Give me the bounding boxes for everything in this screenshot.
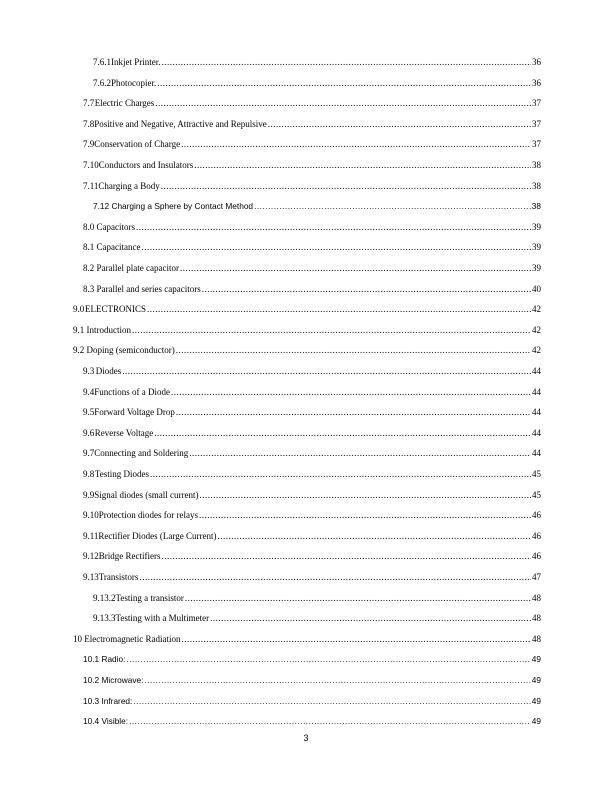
- toc-entry-title: 8.1 Capacitance: [83, 242, 141, 253]
- toc-entry[interactable]: [0, 343, 612, 357]
- toc-entry-title: Diodes: [95, 366, 122, 376]
- toc-entry[interactable]: [0, 137, 612, 151]
- toc-entry[interactable]: [0, 240, 612, 254]
- toc-entry-title: Conservation of Charge: [94, 139, 181, 150]
- toc-entry-number: 9.6: [83, 427, 95, 438]
- dot-leader: [154, 426, 531, 440]
- dot-leader: [180, 261, 531, 275]
- toc-entry[interactable]: [0, 199, 612, 213]
- toc-entry-page: 44: [532, 407, 541, 418]
- toc-entry[interactable]: [0, 55, 612, 69]
- toc-entry-page: 39: [532, 263, 541, 273]
- toc-entry-page: 37: [532, 139, 541, 150]
- toc-entry-title: Testing a transistor: [115, 592, 184, 603]
- toc-entry[interactable]: [0, 385, 612, 399]
- toc-entry[interactable]: [0, 405, 612, 419]
- dot-leader: [199, 508, 531, 522]
- toc-entry-page: 49: [531, 716, 541, 727]
- toc-entry-title: Transistors: [98, 572, 139, 582]
- toc-entry-line: [83, 364, 541, 378]
- toc-entry-line: [83, 508, 541, 522]
- dot-leader: [254, 199, 531, 213]
- toc-entry-line: [83, 549, 541, 563]
- toc-entry-page: 42: [532, 345, 541, 356]
- toc-entry[interactable]: [0, 549, 612, 563]
- dot-leader: [161, 549, 531, 563]
- toc-entry-line: [93, 611, 541, 625]
- dot-leader: [185, 591, 531, 605]
- toc-entry-line: [83, 261, 541, 275]
- toc-entry[interactable]: [0, 96, 612, 110]
- toc-entry-line: [83, 467, 541, 481]
- toc-entry-page: 49: [531, 675, 541, 685]
- toc-entry-number: 9.0: [73, 304, 85, 315]
- toc-entry-page: 49: [531, 695, 541, 706]
- toc-entry-number: 9.8: [83, 469, 95, 479]
- toc-entry-line: [83, 673, 541, 687]
- toc-entry-number: 7.7: [83, 98, 95, 109]
- toc-entry[interactable]: [0, 591, 612, 605]
- dot-leader: [129, 714, 531, 728]
- toc-entry-title: Rectifier Diodes (Large Current): [98, 530, 217, 541]
- toc-entry-page: 48: [532, 592, 541, 603]
- toc-entry-title: Conductors and Insulators: [98, 160, 194, 170]
- toc-entry[interactable]: [0, 364, 612, 378]
- toc-entry-page: 42: [532, 324, 541, 335]
- toc-entry-page: 49: [531, 654, 541, 665]
- dot-leader: [139, 570, 531, 584]
- dot-leader: [194, 158, 531, 172]
- toc-entry-title: Testing Diodes: [94, 469, 150, 479]
- toc-entry-title: Inkjet Printer.: [111, 57, 161, 67]
- toc-entry-title: Positive and Negative, Attractive and Repulsive: [94, 118, 267, 129]
- toc-entry-line: [83, 694, 541, 708]
- toc-entry-title: Electric Charges: [94, 98, 155, 109]
- toc-entry-number: 9.7: [83, 448, 95, 459]
- toc-entry-title: 8.0 Capacitors: [83, 221, 135, 232]
- dot-leader: [162, 55, 532, 69]
- dot-leader: [268, 117, 531, 131]
- toc-entry-page: 46: [532, 530, 541, 541]
- dot-leader: [126, 652, 530, 666]
- toc-entry-title: Forward Voltage Drop: [94, 407, 175, 418]
- toc-entry-number: 9.13.2: [93, 592, 116, 603]
- toc-entry[interactable]: [0, 694, 612, 708]
- toc-entry-title: 8.2 Parallel plate capacitor: [83, 263, 179, 273]
- toc-entry-line: [73, 302, 541, 316]
- toc-entry-number: 7.9: [83, 139, 95, 150]
- toc-entry[interactable]: [0, 323, 612, 337]
- toc-entry-line: [83, 570, 541, 584]
- dot-leader: [189, 446, 531, 460]
- toc-entry-page: 46: [532, 510, 541, 521]
- toc-entry[interactable]: [0, 632, 612, 646]
- dot-leader: [122, 364, 531, 378]
- toc-entry-page: 45: [532, 489, 541, 500]
- toc-entry-number: 7.6.1: [93, 57, 111, 67]
- dot-leader: [132, 323, 531, 337]
- toc-entry-number: 9.13.3: [93, 613, 116, 624]
- toc-entry-page: 44: [532, 448, 541, 459]
- toc-entry-page: 36: [532, 57, 541, 67]
- toc-entry-title: Reverse Voltage: [94, 427, 154, 438]
- toc-entry-page: 44: [532, 427, 541, 438]
- toc-entry-title: 10.4 Visible:: [83, 716, 129, 727]
- toc-entry-page: 36: [532, 77, 541, 88]
- toc-entry-title: 9.9Signal diodes (small current): [83, 489, 199, 500]
- toc-entry-title: Protection diodes for relays: [98, 510, 198, 521]
- toc-entry[interactable]: [0, 117, 612, 131]
- dot-leader: [199, 488, 531, 502]
- toc-entry-line: [83, 488, 541, 502]
- toc-entry-number: 7.6.2: [93, 77, 111, 88]
- dot-leader: [181, 137, 531, 151]
- toc-entry[interactable]: [0, 714, 612, 728]
- toc-entry[interactable]: [0, 508, 612, 522]
- toc-entry-line: [93, 76, 541, 90]
- toc-entry-page: 37: [532, 98, 541, 109]
- toc-entry-line: [83, 158, 541, 172]
- dot-leader: [161, 179, 531, 193]
- toc-entry-number: 7.8: [83, 118, 95, 129]
- toc-entry-line: [83, 426, 541, 440]
- toc-entry-page: 48: [532, 613, 541, 624]
- toc-entry-line: [83, 240, 541, 254]
- dot-leader: [202, 282, 531, 296]
- toc-entry-number: 9.11: [83, 530, 99, 541]
- dot-leader: [155, 96, 531, 110]
- toc-entry-title: 10.1 Radio:: [83, 654, 126, 665]
- dot-leader: [141, 240, 531, 254]
- toc-entry-line: [93, 55, 541, 69]
- toc-entry-page: 42: [532, 304, 541, 315]
- toc-entry-line: [83, 385, 541, 399]
- toc-entry-line: [73, 343, 541, 357]
- toc-entry[interactable]: [0, 76, 612, 90]
- toc-entry-line: [83, 96, 541, 110]
- dot-leader: [147, 302, 531, 316]
- toc-entry-number: 9.4: [83, 386, 95, 397]
- toc-entry-page: 45: [532, 469, 541, 479]
- toc-entry-title: Testing with a Multimeter: [115, 613, 210, 624]
- toc-entry-number: 9.3: [83, 366, 95, 376]
- dot-leader: [157, 76, 531, 90]
- toc-entry-title: Connecting and Soldering: [94, 448, 189, 459]
- toc-entry-title: 10.3 Infrared:: [83, 695, 133, 706]
- toc-entry-title: 7.12 Charging a Sphere by Contact Method: [93, 201, 254, 212]
- toc-entry-number: 9.10: [83, 510, 99, 521]
- dot-leader: [144, 673, 530, 687]
- toc-entry-page: 40: [532, 283, 541, 294]
- toc-entry-page: 38: [531, 201, 541, 212]
- toc-entry-page: 37: [532, 118, 541, 129]
- dot-leader: [171, 385, 531, 399]
- dot-leader: [150, 467, 531, 481]
- toc-entry-title: 8.3 Parallel and series capacitors: [83, 283, 201, 294]
- toc-entry-title: Photocopier.: [111, 77, 157, 88]
- dot-leader: [136, 220, 531, 234]
- toc-entry-title: 10.2 Microwave:: [83, 675, 144, 685]
- toc-entry[interactable]: [0, 220, 612, 234]
- toc-entry[interactable]: [0, 179, 612, 193]
- toc-entry[interactable]: [0, 673, 612, 687]
- toc-entry-line: [83, 405, 541, 419]
- toc-entry-line: [83, 282, 541, 296]
- toc-entry[interactable]: [0, 529, 612, 543]
- toc-entry-line: [83, 446, 541, 460]
- toc-entry[interactable]: [0, 652, 612, 666]
- dot-leader: [133, 694, 530, 708]
- toc-entry-line: [83, 117, 541, 131]
- dot-leader: [176, 405, 531, 419]
- toc-entry-title: ELECTRONICS: [85, 304, 147, 315]
- toc-entry[interactable]: [0, 158, 612, 172]
- toc-entry-page: 46: [532, 551, 541, 562]
- toc-entry-page: 38: [532, 160, 541, 170]
- toc-entry-line: [73, 323, 541, 337]
- toc-entry-page: 47: [532, 572, 541, 582]
- toc-entry-line: [83, 529, 541, 543]
- toc-entry-page: 39: [532, 242, 541, 253]
- toc-entry-number: 9.12: [83, 551, 99, 562]
- toc-entry-title: 10 Electromagnetic Radiation: [73, 633, 181, 644]
- toc-entry-line: [93, 199, 541, 213]
- toc-entry-title: Charging a Body: [98, 180, 160, 191]
- page-number: 3: [303, 733, 309, 743]
- toc-entry[interactable]: [0, 302, 612, 316]
- toc-entry-line: [73, 632, 541, 646]
- toc-entry-line: [83, 179, 541, 193]
- toc-entry-number: 9.13: [83, 572, 99, 582]
- toc-entry-title: Functions of a Diode: [94, 386, 170, 397]
- toc-entry-number: 7.11: [83, 180, 99, 191]
- toc-entry-line: [83, 714, 541, 728]
- toc-entry[interactable]: [0, 426, 612, 440]
- toc-entry-line: [93, 591, 541, 605]
- dot-leader: [176, 343, 531, 357]
- toc-entry-line: [83, 137, 541, 151]
- toc-entry-page: 44: [532, 386, 541, 397]
- toc-entry-number: 7.10: [83, 160, 99, 170]
- dot-leader: [217, 529, 531, 543]
- toc-entry[interactable]: [0, 488, 612, 502]
- dot-leader: [210, 611, 531, 625]
- toc-entry-number: 9.5: [83, 407, 95, 418]
- toc-entry[interactable]: [0, 570, 612, 584]
- toc-entry-page: 39: [532, 221, 541, 232]
- toc-entry-title: 9.2 Doping (semiconductor): [73, 345, 175, 356]
- toc-entry[interactable]: [0, 467, 612, 481]
- toc-entry-line: [83, 652, 541, 666]
- toc-entry-title: Bridge Rectifiers: [98, 551, 161, 562]
- toc-entry-title: 9.1 Introduction: [73, 324, 131, 335]
- dot-leader: [181, 632, 531, 646]
- toc-entry-line: [83, 220, 541, 234]
- toc-entry-page: 38: [532, 180, 541, 191]
- toc-entry-page: 48: [532, 633, 541, 644]
- toc-entry-page: 44: [532, 366, 541, 376]
- toc-entry[interactable]: [0, 446, 612, 460]
- toc-entry[interactable]: [0, 611, 612, 625]
- toc-entry[interactable]: [0, 282, 612, 296]
- toc-entry[interactable]: [0, 261, 612, 275]
